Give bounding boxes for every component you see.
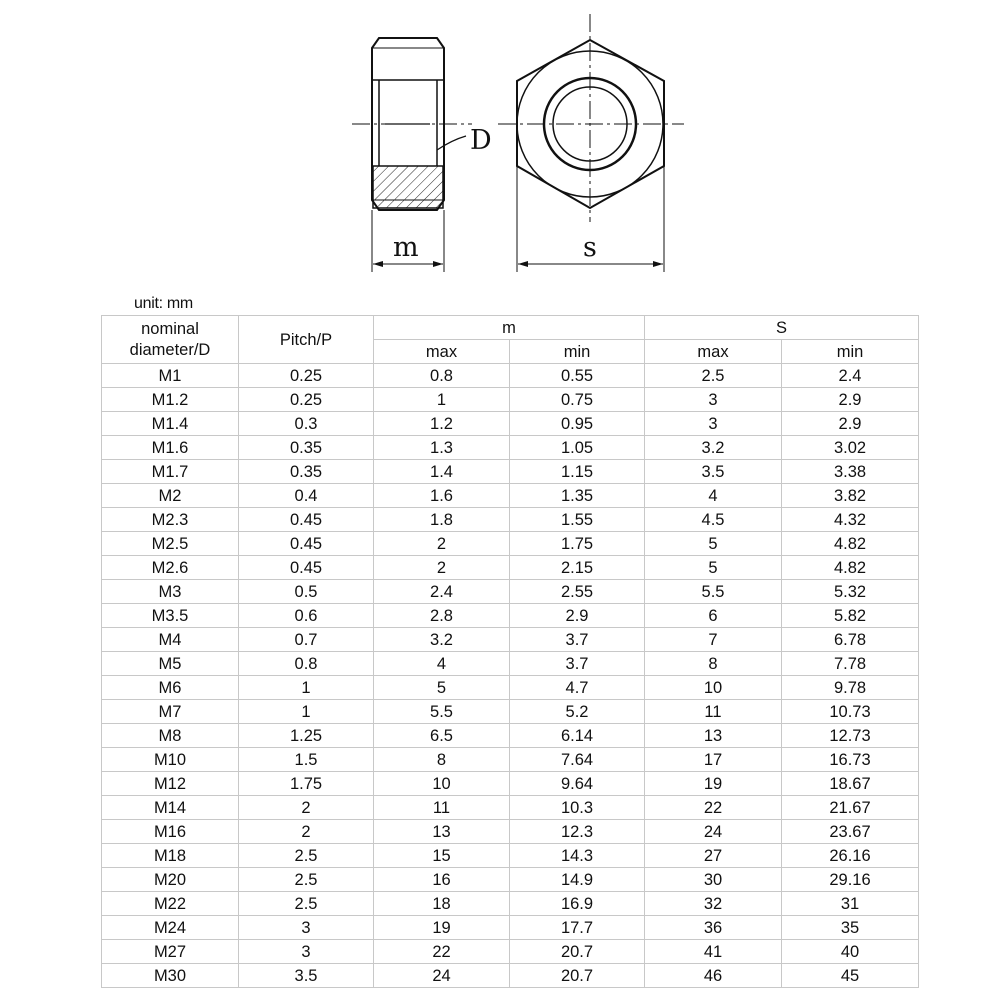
table-row (102, 460, 919, 484)
table-row (102, 580, 919, 604)
cell-nominal-diameter: M12 (102, 772, 239, 796)
cell-s-min: 2.9 (782, 388, 919, 412)
cell-m-min: 3.7 (510, 628, 645, 652)
cell-s-min: 7.78 (782, 652, 919, 676)
header-nominal-line1: nominal (141, 319, 199, 338)
header-m-max: max (374, 340, 510, 364)
cell-m-max: 5 (374, 676, 510, 700)
cell-nominal-diameter: M7 (102, 700, 239, 724)
cell-s-min: 4.32 (782, 508, 919, 532)
cell-m-min: 17.7 (510, 916, 645, 940)
table-row (102, 508, 919, 532)
cell-s-max: 27 (645, 844, 782, 868)
cell-nominal-diameter: M10 (102, 748, 239, 772)
cell-m-min: 7.64 (510, 748, 645, 772)
cell-m-max: 18 (374, 892, 510, 916)
cell-s-max: 3.5 (645, 460, 782, 484)
cell-nominal-diameter: M1.2 (102, 388, 239, 412)
cell-s-max: 3 (645, 388, 782, 412)
cell-pitch: 0.35 (239, 436, 374, 460)
cell-s-max: 3.2 (645, 436, 782, 460)
cell-m-max: 8 (374, 748, 510, 772)
cell-m-min: 14.9 (510, 868, 645, 892)
cell-s-max: 5.5 (645, 580, 782, 604)
table-row (102, 796, 919, 820)
cell-pitch: 0.35 (239, 460, 374, 484)
cell-s-max: 4 (645, 484, 782, 508)
cell-nominal-diameter: M3 (102, 580, 239, 604)
cell-m-min: 2.15 (510, 556, 645, 580)
cell-s-min: 18.67 (782, 772, 919, 796)
cell-s-max: 8 (645, 652, 782, 676)
cell-nominal-diameter: M6 (102, 676, 239, 700)
table-row (102, 532, 919, 556)
cell-m-max: 2 (374, 556, 510, 580)
cell-nominal-diameter: M22 (102, 892, 239, 916)
cell-m-min: 0.95 (510, 412, 645, 436)
cell-m-min: 4.7 (510, 676, 645, 700)
cell-pitch: 1.25 (239, 724, 374, 748)
cell-m-max: 10 (374, 772, 510, 796)
cell-m-min: 3.7 (510, 652, 645, 676)
nut-dimension-table (101, 315, 919, 988)
table-row (102, 676, 919, 700)
cell-s-max: 36 (645, 916, 782, 940)
table-row (102, 436, 919, 460)
cell-pitch: 2.5 (239, 892, 374, 916)
cell-s-min: 4.82 (782, 556, 919, 580)
diameter-label: D (470, 125, 492, 156)
table-body (102, 364, 919, 988)
table-row (102, 700, 919, 724)
cell-m-max: 22 (374, 940, 510, 964)
cell-s-max: 46 (645, 964, 782, 988)
cell-m-max: 2.8 (374, 604, 510, 628)
cell-s-min: 2.4 (782, 364, 919, 388)
cell-nominal-diameter: M2.3 (102, 508, 239, 532)
table-row (102, 892, 919, 916)
cell-pitch: 3.5 (239, 964, 374, 988)
cell-s-min: 5.82 (782, 604, 919, 628)
cell-nominal-diameter: M14 (102, 796, 239, 820)
cell-nominal-diameter: M2.6 (102, 556, 239, 580)
cell-m-max: 1.8 (374, 508, 510, 532)
header-m: m (374, 316, 645, 340)
cell-pitch: 3 (239, 916, 374, 940)
cell-m-min: 1.55 (510, 508, 645, 532)
cell-s-min: 12.73 (782, 724, 919, 748)
cell-nominal-diameter: M1 (102, 364, 239, 388)
cell-pitch: 0.8 (239, 652, 374, 676)
table-row (102, 772, 919, 796)
table-row (102, 844, 919, 868)
cell-pitch: 0.4 (239, 484, 374, 508)
cell-nominal-diameter: M5 (102, 652, 239, 676)
cell-m-min: 1.15 (510, 460, 645, 484)
cell-pitch: 2 (239, 820, 374, 844)
table-header (102, 316, 919, 364)
cell-s-max: 19 (645, 772, 782, 796)
cell-nominal-diameter: M1.7 (102, 460, 239, 484)
cell-s-min: 9.78 (782, 676, 919, 700)
cell-s-min: 3.82 (782, 484, 919, 508)
table-row (102, 556, 919, 580)
cell-pitch: 1.5 (239, 748, 374, 772)
cell-m-min: 14.3 (510, 844, 645, 868)
cell-pitch: 0.5 (239, 580, 374, 604)
cell-nominal-diameter: M20 (102, 868, 239, 892)
cell-m-min: 0.55 (510, 364, 645, 388)
cell-m-min: 6.14 (510, 724, 645, 748)
cell-m-min: 2.55 (510, 580, 645, 604)
table-row (102, 628, 919, 652)
table-row (102, 388, 919, 412)
cell-s-max: 6 (645, 604, 782, 628)
cell-nominal-diameter: M2.5 (102, 532, 239, 556)
table-row (102, 652, 919, 676)
cell-pitch: 1.75 (239, 772, 374, 796)
cell-s-max: 5 (645, 532, 782, 556)
cell-m-min: 1.05 (510, 436, 645, 460)
header-pitch: Pitch/P (239, 316, 374, 364)
cell-pitch: 2.5 (239, 868, 374, 892)
cell-nominal-diameter: M1.4 (102, 412, 239, 436)
cell-s-min: 45 (782, 964, 919, 988)
cell-m-max: 11 (374, 796, 510, 820)
cell-s-max: 41 (645, 940, 782, 964)
cell-pitch: 1 (239, 676, 374, 700)
table-row (102, 940, 919, 964)
cell-s-min: 23.67 (782, 820, 919, 844)
cell-nominal-diameter: M24 (102, 916, 239, 940)
cell-s-min: 3.02 (782, 436, 919, 460)
header-s-max: max (645, 340, 782, 364)
cell-nominal-diameter: M16 (102, 820, 239, 844)
cell-s-max: 17 (645, 748, 782, 772)
cell-s-max: 30 (645, 868, 782, 892)
table-row (102, 820, 919, 844)
table-row (102, 364, 919, 388)
cell-m-max: 0.8 (374, 364, 510, 388)
cell-nominal-diameter: M2 (102, 484, 239, 508)
cell-m-max: 24 (374, 964, 510, 988)
cell-s-min: 26.16 (782, 844, 919, 868)
cell-m-max: 19 (374, 916, 510, 940)
cell-m-min: 12.3 (510, 820, 645, 844)
cell-s-min: 4.82 (782, 532, 919, 556)
cell-pitch: 0.25 (239, 388, 374, 412)
cell-s-max: 32 (645, 892, 782, 916)
cell-s-min: 3.38 (782, 460, 919, 484)
cell-nominal-diameter: M18 (102, 844, 239, 868)
cell-s-min: 16.73 (782, 748, 919, 772)
cell-nominal-diameter: M30 (102, 964, 239, 988)
cell-pitch: 2 (239, 796, 374, 820)
cell-s-max: 5 (645, 556, 782, 580)
cell-pitch: 0.7 (239, 628, 374, 652)
cell-m-max: 1 (374, 388, 510, 412)
table-row (102, 916, 919, 940)
cell-s-min: 21.67 (782, 796, 919, 820)
cell-m-min: 0.75 (510, 388, 645, 412)
cell-m-max: 6.5 (374, 724, 510, 748)
cell-s-max: 3 (645, 412, 782, 436)
table-row (102, 724, 919, 748)
cell-m-max: 5.5 (374, 700, 510, 724)
cell-m-max: 1.4 (374, 460, 510, 484)
cell-m-min: 10.3 (510, 796, 645, 820)
cell-s-max: 22 (645, 796, 782, 820)
table-row (102, 868, 919, 892)
cell-pitch: 0.45 (239, 556, 374, 580)
cell-m-min: 1.75 (510, 532, 645, 556)
cell-m-max: 1.2 (374, 412, 510, 436)
cell-s-min: 6.78 (782, 628, 919, 652)
cell-pitch: 0.3 (239, 412, 374, 436)
header-nominal-line2: diameter/D (129, 340, 211, 359)
cell-m-max: 15 (374, 844, 510, 868)
table-row (102, 604, 919, 628)
cell-s-max: 10 (645, 676, 782, 700)
header-s: S (645, 316, 919, 340)
cell-s-min: 31 (782, 892, 919, 916)
cell-nominal-diameter: M3.5 (102, 604, 239, 628)
cell-nominal-diameter: M27 (102, 940, 239, 964)
cell-pitch: 0.25 (239, 364, 374, 388)
cell-m-max: 4 (374, 652, 510, 676)
hex-nut-drawing (0, 0, 1000, 290)
cell-nominal-diameter: M4 (102, 628, 239, 652)
cell-nominal-diameter: M1.6 (102, 436, 239, 460)
cell-pitch: 2.5 (239, 844, 374, 868)
cell-m-max: 3.2 (374, 628, 510, 652)
cell-m-max: 2 (374, 532, 510, 556)
cell-s-min: 29.16 (782, 868, 919, 892)
nut-front-view (498, 14, 684, 222)
cell-m-max: 1.6 (374, 484, 510, 508)
cell-m-min: 5.2 (510, 700, 645, 724)
cell-m-min: 1.35 (510, 484, 645, 508)
cell-s-max: 4.5 (645, 508, 782, 532)
cell-m-min: 9.64 (510, 772, 645, 796)
cell-s-min: 40 (782, 940, 919, 964)
header-s-min: min (782, 340, 919, 364)
cell-m-min: 16.9 (510, 892, 645, 916)
cell-s-max: 7 (645, 628, 782, 652)
cell-s-max: 11 (645, 700, 782, 724)
nut-side-view (352, 38, 472, 210)
m-dimension-label: m (393, 232, 419, 263)
cell-s-min: 5.32 (782, 580, 919, 604)
table-row (102, 484, 919, 508)
cell-m-min: 20.7 (510, 964, 645, 988)
cell-s-max: 2.5 (645, 364, 782, 388)
cell-s-min: 35 (782, 916, 919, 940)
cell-pitch: 3 (239, 940, 374, 964)
cell-m-max: 2.4 (374, 580, 510, 604)
cell-pitch: 1 (239, 700, 374, 724)
cell-m-max: 1.3 (374, 436, 510, 460)
cell-m-max: 16 (374, 868, 510, 892)
header-m-min: min (510, 340, 645, 364)
cell-s-min: 10.73 (782, 700, 919, 724)
unit-note: unit: mm (134, 295, 193, 312)
header-nominal-diameter (102, 316, 239, 364)
cell-m-min: 2.9 (510, 604, 645, 628)
table-row (102, 748, 919, 772)
cell-nominal-diameter: M8 (102, 724, 239, 748)
table-row (102, 412, 919, 436)
cell-pitch: 0.45 (239, 532, 374, 556)
table-row (102, 964, 919, 988)
cell-pitch: 0.6 (239, 604, 374, 628)
cell-s-min: 2.9 (782, 412, 919, 436)
cell-m-max: 13 (374, 820, 510, 844)
cell-s-max: 24 (645, 820, 782, 844)
cell-m-min: 20.7 (510, 940, 645, 964)
cell-s-max: 13 (645, 724, 782, 748)
s-dimension-label: s (583, 232, 597, 263)
cell-pitch: 0.45 (239, 508, 374, 532)
